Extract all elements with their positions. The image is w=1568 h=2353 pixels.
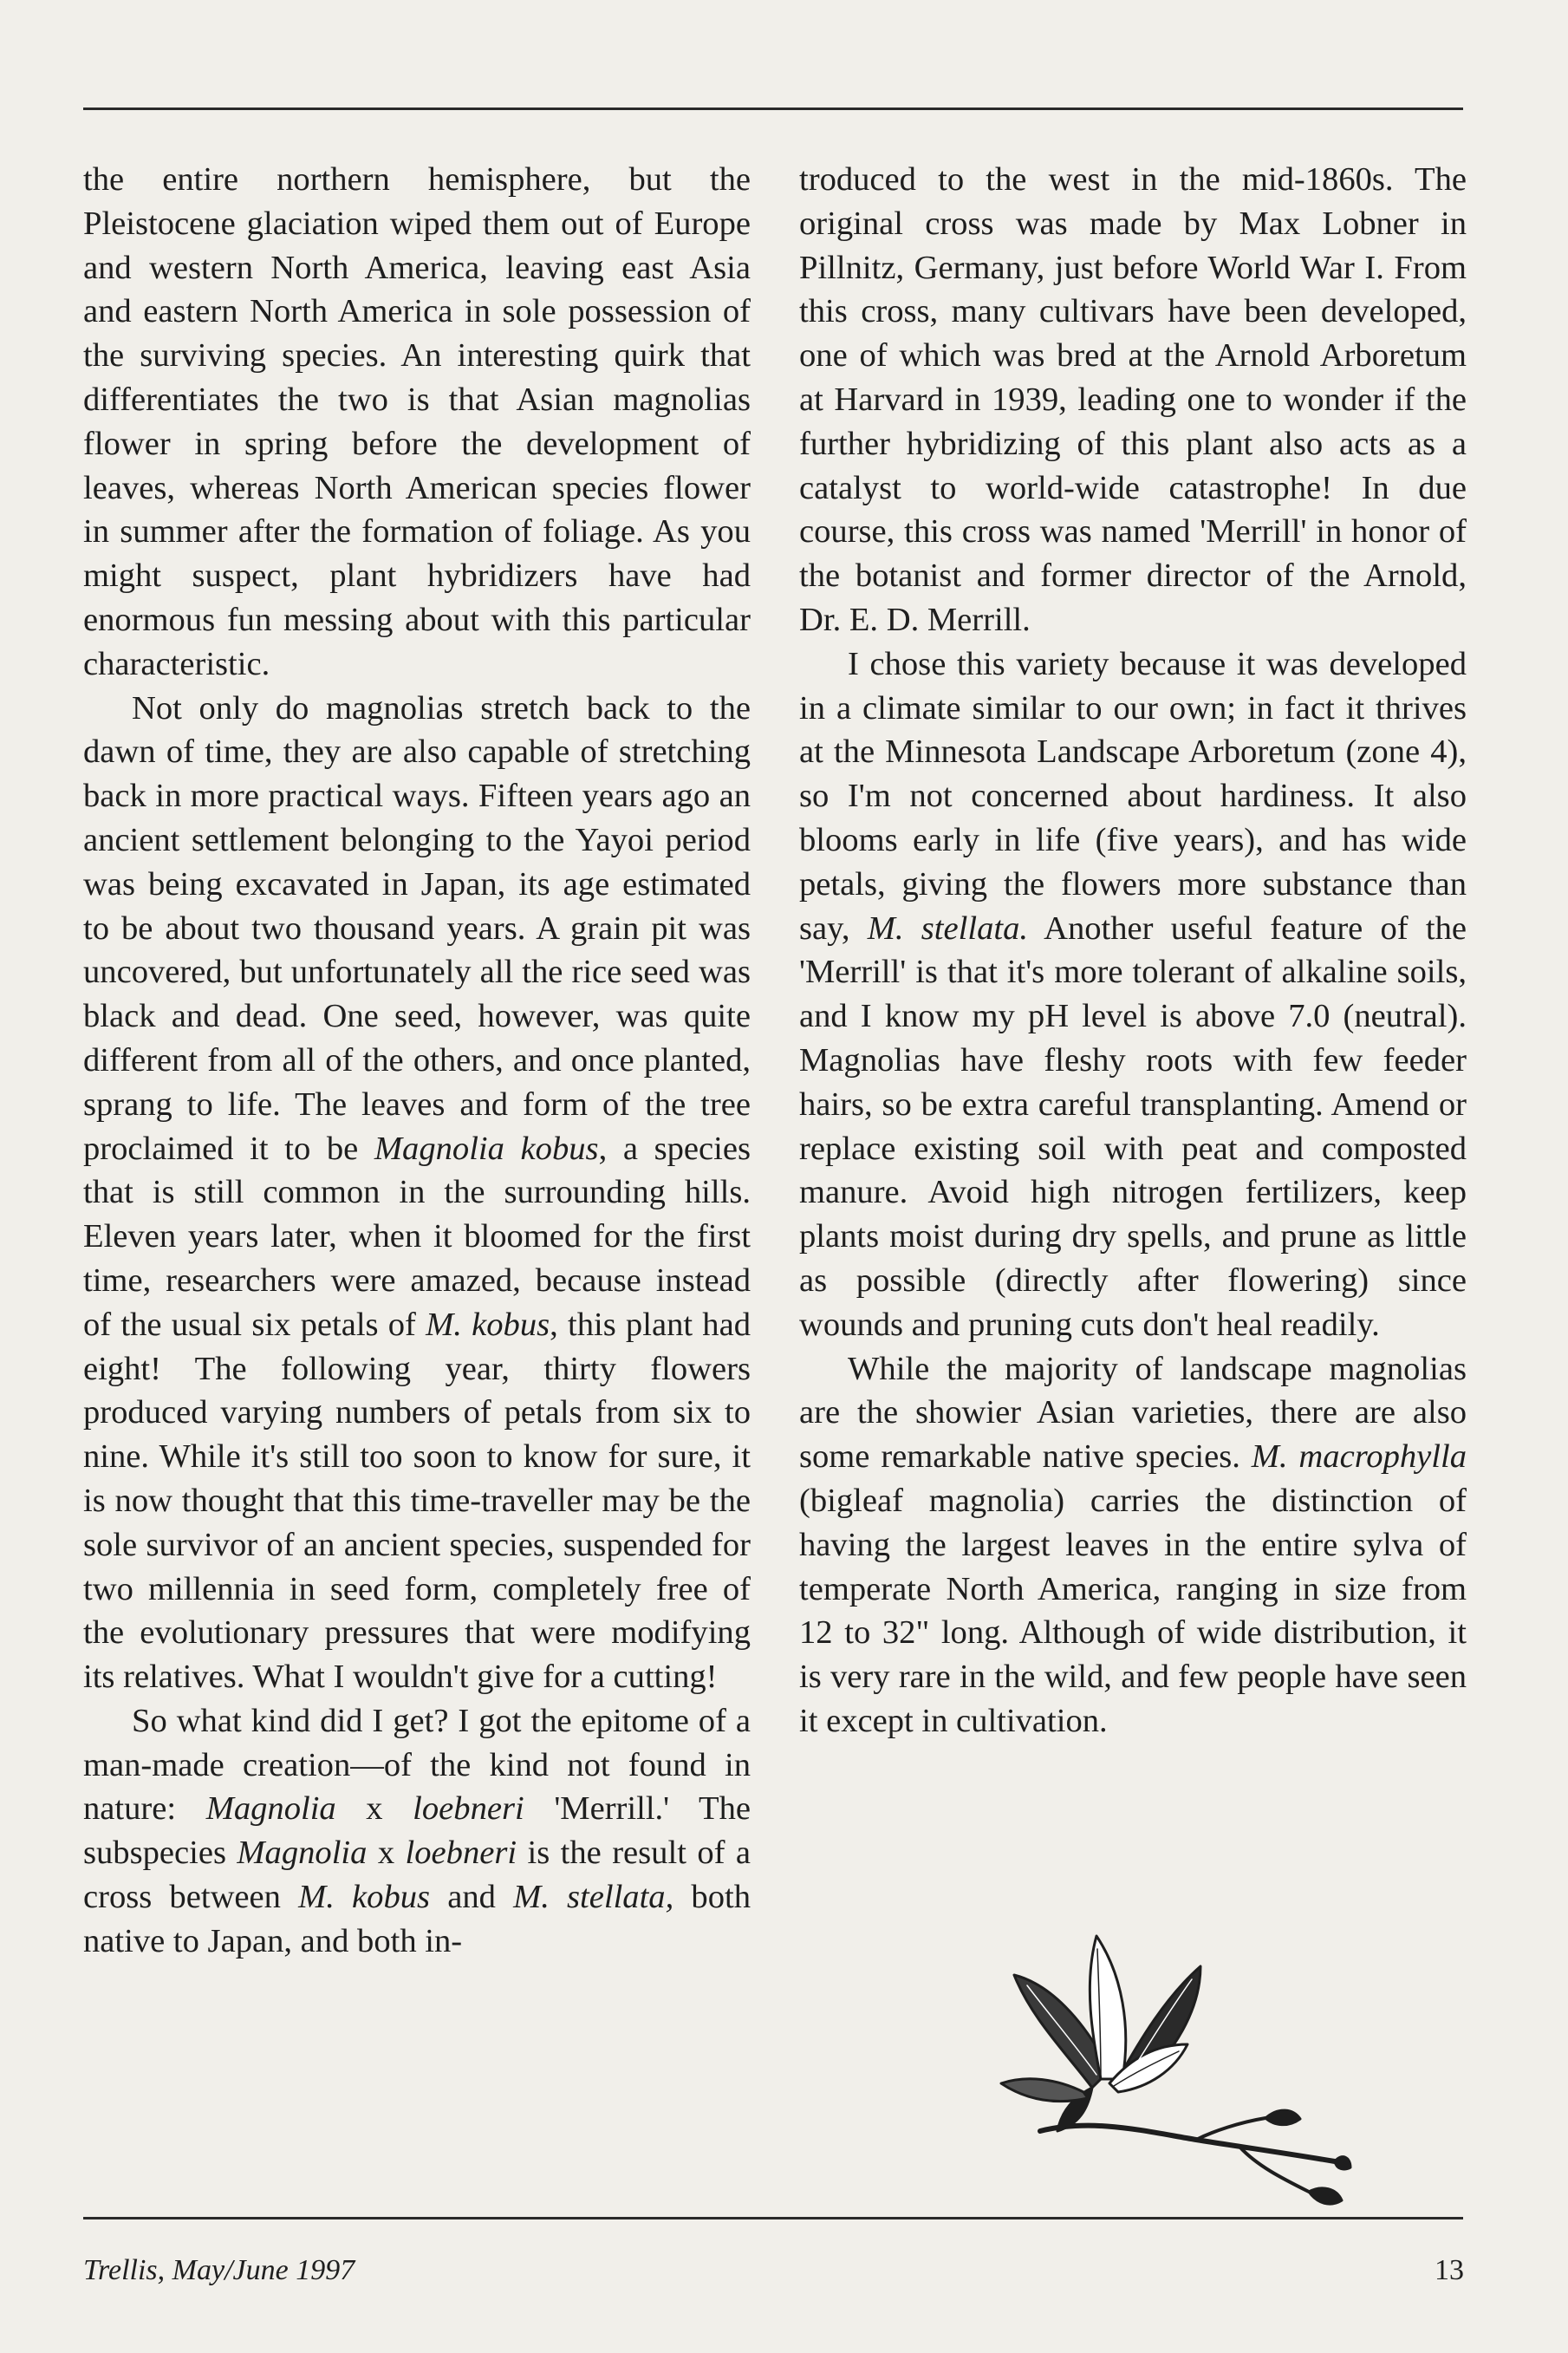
- species-name: Magnolia: [237, 1835, 368, 1872]
- species-name: M. stellata.: [867, 909, 1029, 947]
- species-name: loebneri: [405, 1835, 517, 1872]
- publication-footer: Trellis, May/June 1997: [83, 2254, 355, 2286]
- magnolia-flower-icon: [979, 1914, 1352, 2226]
- paragraph: [83, 1699, 751, 1964]
- right-column: [799, 158, 1467, 1744]
- text-run: While the majority of landscape magnolias are the showier Asian varieties, there are also some remarkable native species.: [799, 1350, 1467, 1476]
- text-run: both native to Japan, and both in-: [83, 1879, 751, 1959]
- species-name: M. stellata,: [513, 1879, 674, 1916]
- page-number: 13: [1435, 2254, 1464, 2286]
- text-run: Not only do magnolias stretch back to the dawn of time, they are also capable of stretching back in more practical ways. Fifteen years ago an ancient settlement belonging to the Yayoi period was being excavated in Japan, its age estimated to be about two thousand years. A grain pit was uncovered, but unfortunately all the rice seed was black and dead. One seed, however, was quite different from all of the others, and once planted, sprang to life. The leaves and form of the tree proclaimed it to be: [83, 689, 751, 1167]
- paragraph: [799, 642, 1467, 1347]
- text-run: , this plant had eight! The following year, thirty flowers produced varying numbers of petals from six to nine. While it's still too soon to know for sure, it is now thought that this time-traveller may be the sole survivor of an ancient species, suspended for two millennia in seed form, completely free of the evolutionary pressures that were modifying its relatives. What I wouldn't give for a cutting!: [83, 1306, 751, 1696]
- species-name: Magnolia: [205, 1790, 336, 1828]
- text-run: So what kind did I get? I got the epitome of a man-made creation—of the kind not found in nature:: [83, 1702, 751, 1828]
- text-run: and: [430, 1879, 514, 1916]
- text-run: , a species that is still common in the surrounding hills. Eleven years later, when it bloomed for the first time, researchers were amazed, because instead of the usual six petals of: [83, 1130, 751, 1343]
- left-column: [83, 158, 751, 1964]
- text-run: x: [335, 1790, 413, 1828]
- paragraph: the entire northern hemisphere, but the Pleistocene glaciation wiped them out of Europe and western North America, leaving east Asia and eastern North America in sole possession of the surviving species. An interesting quirk that differentiates the two is that Asian magnolias flower in spring before the development of leaves, whereas North American species flower in summer after the formation of foliage. As you might suspect, plant hybridizers have had enormous fun messing about with this particular characteristic.: [83, 161, 751, 682]
- species-name: Magnolia kobus: [374, 1130, 599, 1167]
- text-run: x: [367, 1835, 406, 1872]
- paragraph: troduced to the west in the mid-1860s. The original cross was made by Max Lobner in Pillnitz, Germany, just before World War I. From this cross, many cultivars have been developed, one of which was bred at the Arnold Arboretum at Harvard in 1939, leading one to wonder if the further hybridizing of this plant also acts as a catalyst to world-wide catastrophe! In due course, this cross was named 'Merrill' in honor of the botanist and former director of the Arnold, Dr. E. D. Merrill.: [799, 161, 1467, 638]
- text-run: Another useful feature of the 'Merrill' is that it's more tolerant of alkaline soils, and I know my pH level is above 7.0 (neutral). Magnolias have fleshy roots with few feeder hairs, so be extra careful transplanting. Amend or replace existing soil with peat and composted manure. Avoid high nitrogen fertilizers, keep plants moist during dry spells, and prune as little as possible (directly after flowering) since wounds and pruning cuts don't heal readily.: [799, 909, 1467, 1343]
- species-name: loebneri: [413, 1790, 524, 1828]
- species-name: M. kobus: [426, 1306, 550, 1343]
- top-rule: [83, 108, 1463, 110]
- text-run: I chose this variety because it was developed in a climate similar to our own; in fact it thrives at the Minnesota Landscape Arboretum (zone 4), so I'm not concerned about hardiness. It also blooms early in life (five years), and has wide petals, giving the flowers more substance than say,: [799, 645, 1467, 947]
- text-run: is the result of a cross between: [83, 1835, 751, 1916]
- paragraph: [83, 687, 751, 1699]
- bottom-rule: [83, 2217, 1463, 2219]
- paragraph: [799, 1347, 1467, 1744]
- text-run: 'Merrill.' The subspecies: [83, 1790, 751, 1872]
- species-name: M. kobus: [298, 1879, 431, 1916]
- text-run: (bigleaf magnolia) carries the distinction of having the largest leaves in the entire sylva of temperate North America, ranging in size from 12 to 32" long. Although of wide distribution, it is very rare in the wild, and few people have seen it except in cultivation.: [799, 1482, 1467, 1739]
- species-name: M. macrophylla: [1251, 1438, 1467, 1476]
